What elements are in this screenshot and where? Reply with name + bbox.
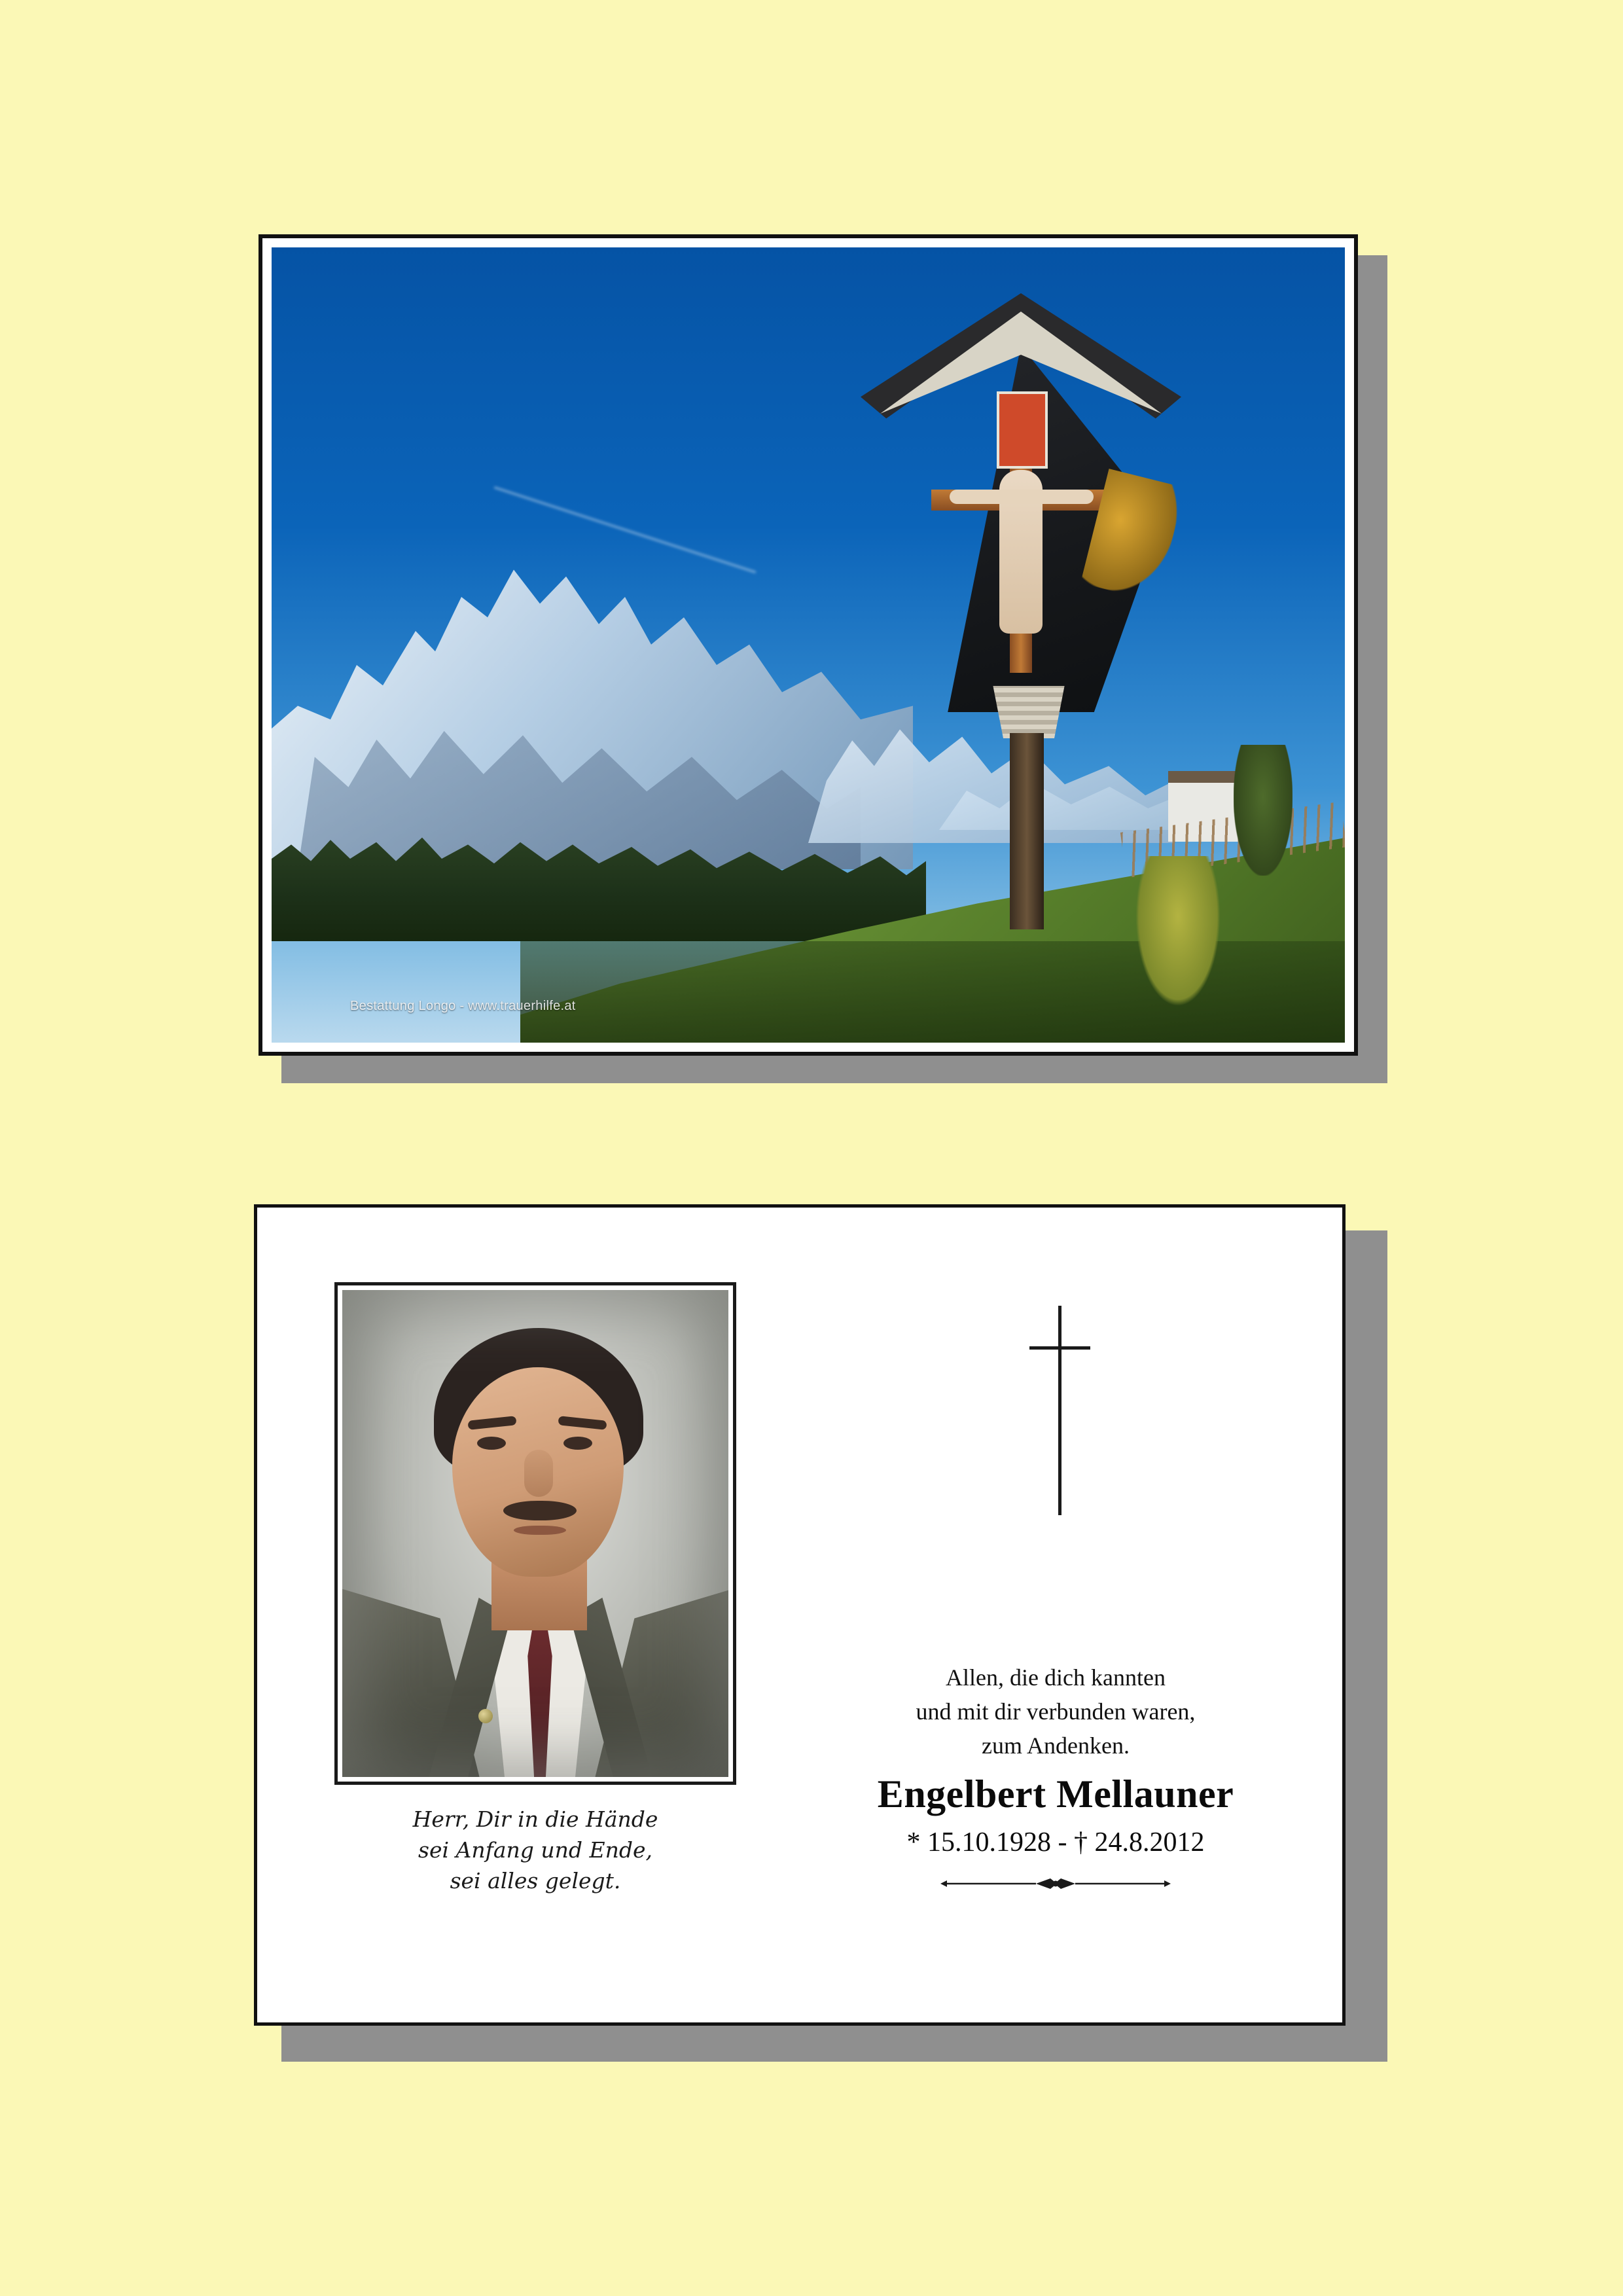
dedication-line-2: und mit dir verbunden waren, <box>916 1698 1196 1725</box>
flower-basket <box>986 686 1071 738</box>
verse-line-2: sei Anfang und Ende, <box>418 1837 652 1863</box>
verse-line-3: sei alles gelegt. <box>450 1867 621 1893</box>
birth-death-dates: * 15.10.1928 - † 24.8.2012 <box>906 1827 1205 1857</box>
verse-line-1: Herr, Dir in die Hände <box>412 1806 658 1832</box>
shrine-post <box>1010 733 1044 929</box>
portrait-vignette <box>342 1290 728 1777</box>
portrait-photo <box>342 1290 728 1777</box>
dedication-line-3: zum Andenken. <box>982 1732 1130 1759</box>
verse-text <box>334 1804 736 1897</box>
divider-ornament-icon <box>938 1875 1173 1892</box>
portrait-frame <box>334 1282 736 1785</box>
deceased-name: Engelbert Mellauner <box>877 1772 1234 1816</box>
meadow-shadow <box>520 941 1345 1043</box>
mountain-shrine-photo <box>272 247 1345 1043</box>
cross-vertical-bar <box>1058 1306 1061 1515</box>
cross-horizontal-bar <box>1029 1346 1090 1350</box>
photo-credit: Bestattung Longo - www.trauerhilfe.at <box>350 999 576 1013</box>
wayside-shrine <box>834 293 1201 882</box>
crucifix-arms <box>950 490 1094 504</box>
dedication-text <box>800 1660 1311 1763</box>
dedication-line-1: Allen, die dich kannten <box>946 1664 1166 1691</box>
photo-card <box>259 234 1358 1056</box>
inri-plaque <box>997 391 1048 469</box>
memorial-card <box>254 1204 1346 2026</box>
tree-green <box>1234 745 1293 876</box>
